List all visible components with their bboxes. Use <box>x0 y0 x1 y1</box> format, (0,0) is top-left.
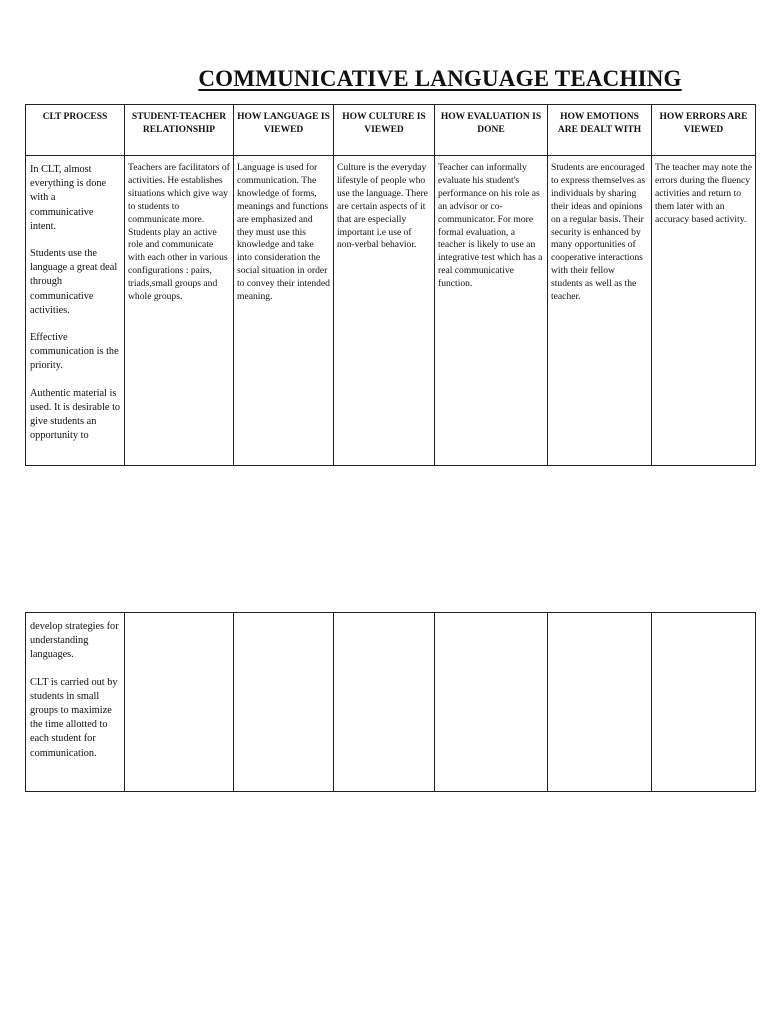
cell-evaluation: Teacher can informally evaluate his student's performance on his role as an advisor or co-communicator. For more formal evaluation, a teacher is likely to use an integrative test which has a real communicative function. <box>435 156 548 466</box>
header-culture-view: HOW CULTURE IS VIEWED <box>334 105 435 156</box>
clt-table-page-2 <box>25 612 756 792</box>
cell-culture-view <box>334 613 435 792</box>
clt-process-paragraph: Students use the language a great deal through communicative activities. <box>30 248 118 316</box>
header-emotions: HOW EMOTIONS ARE DEALT WITH <box>548 105 652 156</box>
cell-culture-view: Culture is the everyday lifestyle of people who use the language. There are certain aspects of it that are especially important i.e use of non-verbal behavior. <box>334 156 435 466</box>
table-row <box>26 156 756 466</box>
cell-errors <box>652 613 756 792</box>
header-clt-process: CLT PROCESS <box>26 105 125 156</box>
cell-language-view: Language is used for communication. The knowledge of forms, meanings and functions are emphasized and they must use this knowledge and take into consideration the social situation in order to convey their intended meaning. <box>234 156 334 466</box>
clt-process-paragraph: develop strategies for understanding languages. <box>30 621 119 661</box>
header-student-teacher-relationship: STUDENT-TEACHER RELATIONSHIP <box>125 105 234 156</box>
cell-clt-process <box>26 156 125 466</box>
header-errors: HOW ERRORS ARE VIEWED <box>652 105 756 156</box>
header-language-view: HOW LANGUAGE IS VIEWED <box>234 105 334 156</box>
cell-student-teacher-relationship <box>125 613 234 792</box>
cell-emotions: Students are encouraged to express themselves as individuals by sharing their ideas and opinions on a regular basis. Their security is enhanced by many opportunities of cooperative interactions with their fellow students as well as the teacher. <box>548 156 652 466</box>
clt-process-paragraph: In CLT, almost everything is done with a communicative intent. <box>30 164 107 232</box>
clt-table-page-1 <box>25 104 756 466</box>
clt-process-paragraph: Authentic material is used. It is desirable to give students an opportunity to <box>30 387 121 442</box>
clt-process-paragraph: Effective communication is the priority. <box>30 332 119 372</box>
cell-evaluation <box>435 613 548 792</box>
cell-language-view <box>234 613 334 792</box>
cell-emotions <box>548 613 652 792</box>
cell-student-teacher-relationship: Teachers are facilitators of activities. He establishes situations which give way to students to communicate more. Students play an active role and communicate with each other in various configurations : pairs, triads,small groups and whole groups. <box>125 156 234 466</box>
cell-errors: The teacher may note the errors during the fluency activities and return to them later with an accuracy based activity. <box>652 156 756 466</box>
cell-clt-process <box>26 613 125 792</box>
table-header-row <box>26 105 756 156</box>
clt-process-paragraph: CLT is carried out by students in small groups to maximize the time allotted to each student for communication. <box>30 676 118 759</box>
header-evaluation: HOW EVALUATION IS DONE <box>435 105 548 156</box>
table-row <box>26 613 756 792</box>
document-title: COMMUNICATIVE LANGUAGE TEACHING <box>198 66 682 91</box>
